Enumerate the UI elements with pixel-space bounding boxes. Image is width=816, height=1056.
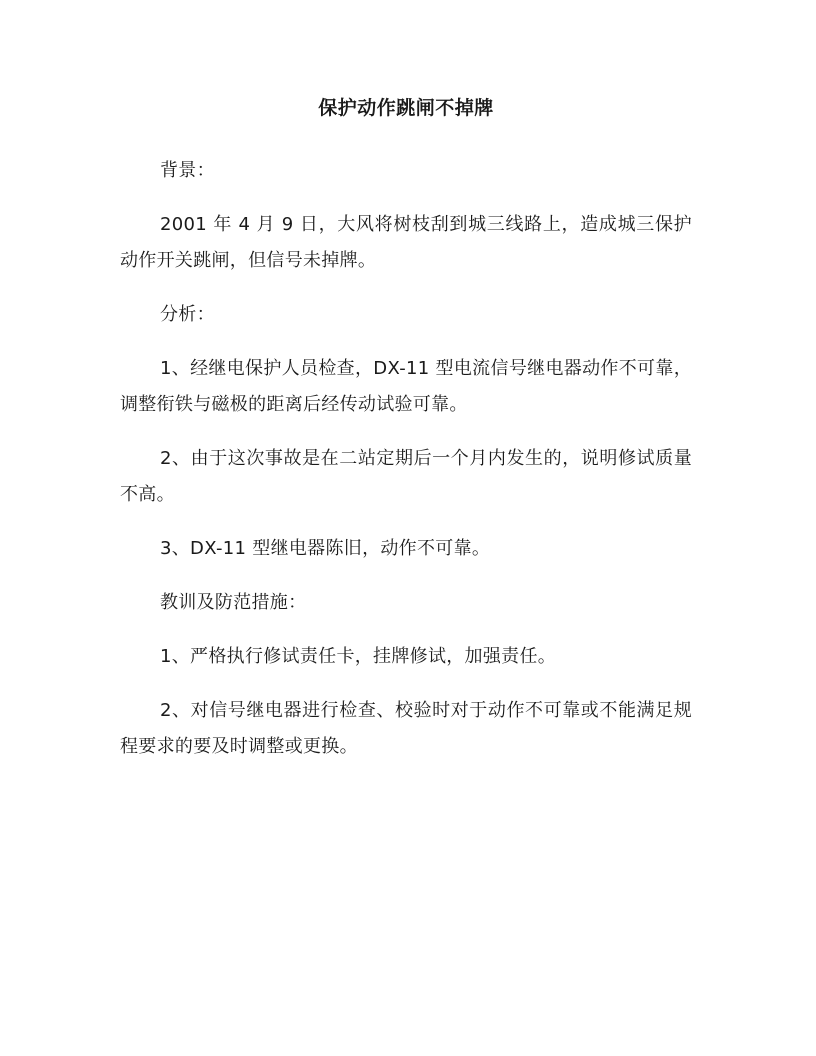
section-heading-analysis: 分析： — [160, 304, 215, 325]
paragraph-analysis-1: 1、经继电保护人员检查，DX-11 型电流信号继电器动作不可靠，调整衔铁与磁极的距离后经传动试验可靠。 — [120, 358, 692, 415]
paragraph-lessons-2: 2、对信号继电器进行检查、校验时对于动作不可靠或不能满足规程要求的要及时调整或更换。 — [120, 700, 692, 757]
section-heading-background: 背景： — [160, 160, 215, 181]
paragraph-analysis-2: 2、由于这次事故是在二站定期后一个月内发生的，说明修试质量不高。 — [120, 448, 692, 505]
paragraph-analysis-3: 3、DX-11 型继电器陈旧，动作不可靠。 — [160, 538, 491, 559]
section-heading-lessons: 教训及防范措施： — [160, 592, 307, 613]
document-title: 保护动作跳闸不掉牌 — [318, 97, 494, 119]
document-body — [120, 92, 692, 783]
paragraph-background: 2001 年 4 月 9 日，大风将树枝刮到城三线路上，造成城三保护动作开关跳闸，但信号未掉牌。 — [120, 214, 692, 271]
paragraph-lessons-1: 1、严格执行修试责任卡，挂牌修试，加强责任。 — [160, 646, 557, 667]
